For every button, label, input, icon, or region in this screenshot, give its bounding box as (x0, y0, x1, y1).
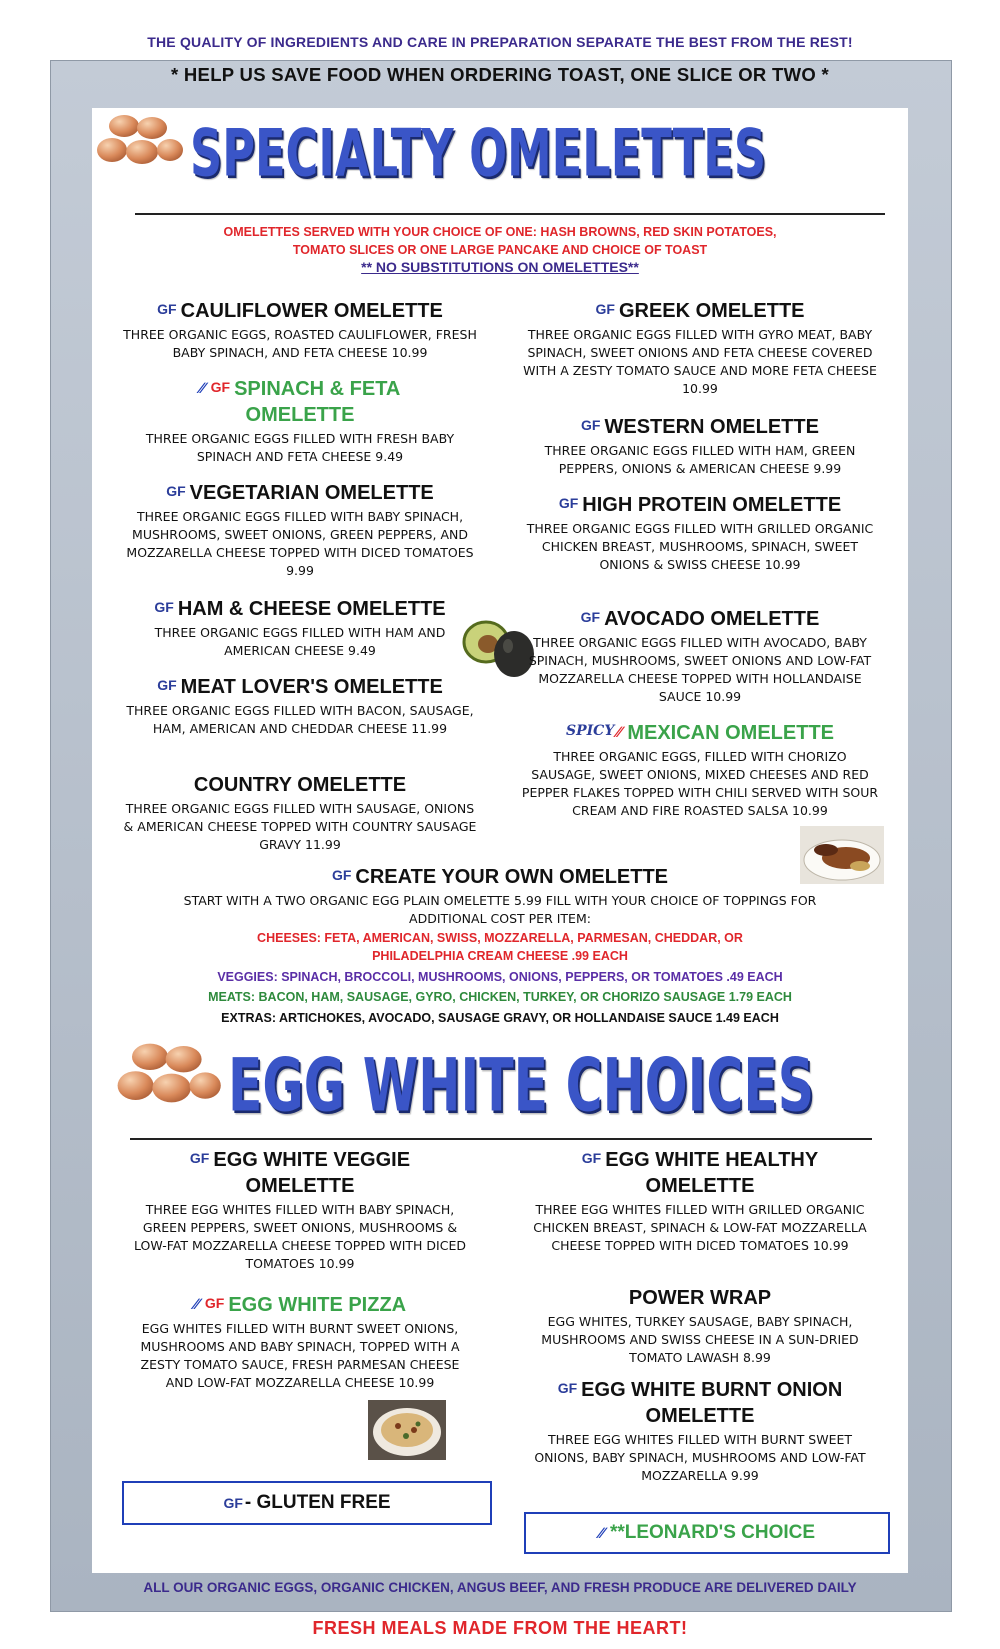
item-title (520, 296, 880, 324)
item-description: THREE EGG WHITES FILLED WITH BABY SPINACH, GREEN PEPPERS, SWEET ONIONS, MUSHROOMS & LOW-FAT MOZZARELLA CHEESE TOPPED WITH DICED TOMATOES 10.99 (134, 1202, 466, 1271)
toast-note: * HELP US SAVE FOOD WHEN ORDERING TOAST, ONE SLICE OR TWO * (170, 64, 830, 85)
menu-item-egg-white-burnt-onion (525, 1375, 875, 1485)
item-description: THREE ORGANIC EGGS FILLED WITH GYRO MEAT, BABY SPINACH, SWEET ONIONS AND FETA CHEESE COVERED WITH A ZESTY TOMATO SAUCE AND MORE FETA CHEESE 10.99 (523, 327, 877, 396)
item-name: COUNTRY OMELETTE (193, 774, 407, 796)
menu-item-avocado (520, 604, 880, 706)
menu-item-high-protein (520, 490, 880, 574)
gf-badge: GF (581, 417, 601, 433)
item-title (520, 718, 880, 746)
gluten-free-label: - GLUTEN FREE (244, 1492, 391, 1513)
gf-badge: GF (204, 1295, 225, 1311)
gf-badge: GF (581, 1150, 602, 1166)
menu-item-mexican (520, 718, 880, 820)
item-title (120, 772, 480, 798)
item-title (120, 478, 480, 506)
item-description: THREE ORGANIC EGGS FILLED WITH BABY SPINACH, MUSHROOMS, SWEET ONIONS, GREEN PEPPERS, AND MOZZARELLA CHEESE TOPPED WITH DICED TOMATOES 9.99 (126, 509, 474, 578)
item-description-line-2: ADDITIONAL COST PER ITEM: (409, 911, 591, 926)
item-description: THREE EGG WHITES FILLED WITH BURNT SWEET ONIONS, BABY SPINACH, MUSHROOMS AND LOW-FAT MOZZARELLA 9.99 (534, 1432, 866, 1483)
item-name: EGG WHITE HEALTHY OMELETTE (605, 1149, 819, 1197)
title-rule (135, 213, 885, 215)
menu-item-cauliflower (120, 296, 480, 362)
meats-options: MEATS: BACON, HAM, SAUSAGE, GYRO, CHICKEN, TURKEY, OR CHORIZO SAUSAGE 1.79 EACH (208, 990, 792, 1004)
gf-badge: GF (580, 609, 601, 625)
slogan: FRESH MEALS MADE FROM THE HEART! (312, 1618, 688, 1638)
gf-badge: GF (166, 483, 186, 499)
gf-badge: GF (223, 1495, 243, 1511)
gf-badge: GF (154, 599, 174, 615)
item-description: THREE ORGANIC EGGS FILLED WITH BACON, SAUSAGE, HAM, AMERICAN AND CHEDDAR CHEESE 11.99 (126, 703, 474, 736)
item-description: THREE ORGANIC EGGS FILLED WITH HAM AND AMERICAN CHEESE 9.49 (154, 625, 446, 658)
item-title (525, 1145, 875, 1199)
item-title (120, 594, 480, 622)
item-name: CAULIFLOWER OMELETTE (180, 300, 443, 322)
item-title (520, 604, 880, 632)
menu-item-power-wrap (525, 1285, 875, 1367)
item-description: EGG WHITES FILLED WITH BURNT SWEET ONIONS, MUSHROOMS AND BABY SPINACH, TOPPED WITH A ZESTY TOMATO SAUCE, FRESH PARMESAN CHEESE AND LOW-FAT MOZZARELLA CHEESE 10.99 (140, 1321, 460, 1390)
no-substitutions-note: ** NO SUBSTITUTIONS ON OMELETTES** (361, 259, 639, 275)
specialty-omelettes-title: SPECIALTY OMELETTES (190, 116, 767, 192)
menu-item-western (520, 412, 880, 478)
item-description-line-1: START WITH A TWO ORGANIC EGG PLAIN OMELETTE 5.99 FILL WITH YOUR CHOICE OF TOPPINGS FOR (183, 893, 817, 908)
item-name: EGG WHITE BURNT ONION OMELETTE (581, 1379, 843, 1427)
item-title (520, 412, 880, 440)
delivery-note: ALL OUR ORGANIC EGGS, ORGANIC CHICKEN, ANGUS BEEF, AND FRESH PRODUCE ARE DELIVERED DAILY (143, 1580, 857, 1595)
menu-item-vegetarian (120, 478, 480, 580)
item-title (120, 374, 480, 428)
menu-item-meat-lovers (120, 672, 480, 738)
cheeses-options-line-2: PHILADELPHIA CREAM CHEESE .99 EACH (372, 949, 628, 963)
menu-item-greek (520, 296, 880, 398)
item-description: THREE ORGANIC EGGS FILLED WITH GRILLED ORGANIC CHICKEN BREAST, MUSHROOMS, SPINACH, SWEET ONIONS & SWISS CHEESE 10.99 (526, 521, 874, 572)
menu-item-egg-white-veggie (125, 1145, 475, 1273)
menu-item-ham-cheese (120, 594, 480, 660)
item-description: THREE ORGANIC EGGS FILLED WITH SAUSAGE, ONIONS & AMERICAN CHEESE TOPPED WITH COUNTRY SAUSAGE GRAVY 11.99 (123, 801, 477, 852)
item-name: CREATE YOUR OWN OMELETTE (355, 866, 669, 888)
item-title (92, 862, 908, 890)
gf-badge: GF (557, 1380, 578, 1396)
item-description: THREE EGG WHITES FILLED WITH GRILLED ORGANIC CHICKEN BREAST, SPINACH & LOW-FAT MOZZARELLA CHEESE TOPPED WITH DICED TOMATOES 10.99 (533, 1202, 867, 1253)
gf-badge: GF (595, 301, 615, 317)
item-name: HIGH PROTEIN OMELETTE (582, 494, 842, 516)
item-title (120, 296, 480, 324)
extras-options: EXTRAS: ARTICHOKES, AVOCADO, SAUSAGE GRAVY, OR HOLLANDAISE SAUCE 1.49 EACH (221, 1011, 779, 1025)
item-name: EGG WHITE VEGGIE OMELETTE (213, 1149, 411, 1197)
egg-white-pizza-photo (368, 1400, 446, 1460)
eggs-image (94, 112, 184, 172)
veggies-options: VEGGIES: SPINACH, BROCCOLI, MUSHROOMS, ONIONS, PEPPERS, OR TOMATOES .49 EACH (217, 970, 783, 984)
item-name: GREEK OMELETTE (618, 300, 805, 322)
menu-item-egg-white-pizza (125, 1290, 475, 1392)
top-tagline: THE QUALITY OF INGREDIENTS AND CARE IN PREPARATION SEPARATE THE BEST FROM THE REST! (147, 34, 853, 50)
leonards-choice-icon: ∕∕ (193, 1296, 199, 1313)
menu-item-create-your-own (92, 862, 908, 928)
item-title (125, 1145, 475, 1199)
item-title (525, 1285, 875, 1311)
gf-badge: GF (558, 495, 579, 511)
menu-item-country (120, 772, 480, 854)
item-name: AVOCADO OMELETTE (604, 608, 820, 630)
menu-item-spinach-feta (120, 374, 480, 466)
item-name: POWER WRAP (628, 1287, 772, 1309)
item-name: EGG WHITE PIZZA (228, 1294, 407, 1316)
menu-item-egg-white-healthy (525, 1145, 875, 1255)
item-description: THREE ORGANIC EGGS, ROASTED CAULIFLOWER, FRESH BABY SPINACH, AND FETA CHEESE 10.99 (123, 327, 477, 360)
gf-badge: GF (157, 677, 177, 693)
item-title (125, 1290, 475, 1318)
item-title (520, 490, 880, 518)
leonards-choice-legend (524, 1512, 890, 1554)
egg-white-choices-title: EGG WHITE CHOICES (228, 1044, 815, 1129)
title-rule (130, 1138, 872, 1140)
item-description: EGG WHITES, TURKEY SAUSAGE, BABY SPINACH, MUSHROOMS AND SWISS CHEESE IN A SUN-DRIED TOMATO LAWASH 8.99 (541, 1314, 859, 1365)
omelette-intro-line-1: OMELETTES SERVED WITH YOUR CHOICE OF ONE: HASH BROWNS, RED SKIN POTATOES, (223, 225, 777, 239)
item-title (120, 672, 480, 700)
leonards-choice-icon: ∕∕ (199, 380, 205, 397)
item-name: WESTERN OMELETTE (604, 416, 819, 438)
item-name: HAM & CHEESE OMELETTE (177, 598, 446, 620)
item-name: MEXICAN OMELETTE (627, 722, 834, 744)
item-description: THREE ORGANIC EGGS, FILLED WITH CHORIZO SAUSAGE, SWEET ONIONS, MIXED CHEESES AND RED PEPPER FLAKES TOPPED WITH CHILI SERVED WITH SOUR CREAM AND FIRE ROASTED SALSA 10.99 (521, 749, 879, 818)
gf-badge: GF (157, 301, 177, 317)
item-description: THREE ORGANIC EGGS FILLED WITH AVOCADO, BABY SPINACH, MUSHROOMS, SWEET ONIONS AND LOW-FAT MOZZARELLA CHEESE TOPPED WITH HOLLANDAISE SAUCE 10.99 (528, 635, 872, 704)
leonards-choice-label: **LEONARD'S CHOICE (609, 1522, 816, 1543)
gf-badge: GF (331, 867, 352, 883)
leonards-choice-icon: ∕∕ (616, 724, 622, 741)
item-name: SPINACH & FETA OMELETTE (234, 378, 401, 426)
gluten-free-legend (122, 1481, 492, 1525)
gf-badge: GF (189, 1150, 210, 1166)
item-name: VEGETARIAN OMELETTE (189, 482, 434, 504)
item-description: THREE ORGANIC EGGS FILLED WITH HAM, GREEN PEPPERS, ONIONS & AMERICAN CHEESE 9.99 (544, 443, 856, 476)
cheeses-options-line-1: CHEESES: FETA, AMERICAN, SWISS, MOZZARELLA, PARMESAN, CHEDDAR, OR (257, 931, 743, 945)
spicy-label: SPICY (565, 723, 615, 739)
item-name: MEAT LOVER'S OMELETTE (180, 676, 443, 698)
leonards-choice-icon: ∕∕ (598, 1524, 604, 1542)
eggs-image (108, 1040, 228, 1112)
gf-badge: GF (210, 379, 231, 395)
item-description: THREE ORGANIC EGGS FILLED WITH FRESH BABY SPINACH AND FETA CHEESE 9.49 (145, 431, 455, 464)
item-title (525, 1375, 875, 1429)
omelette-intro-line-2: TOMATO SLICES OR ONE LARGE PANCAKE AND CHOICE OF TOAST (292, 243, 708, 257)
